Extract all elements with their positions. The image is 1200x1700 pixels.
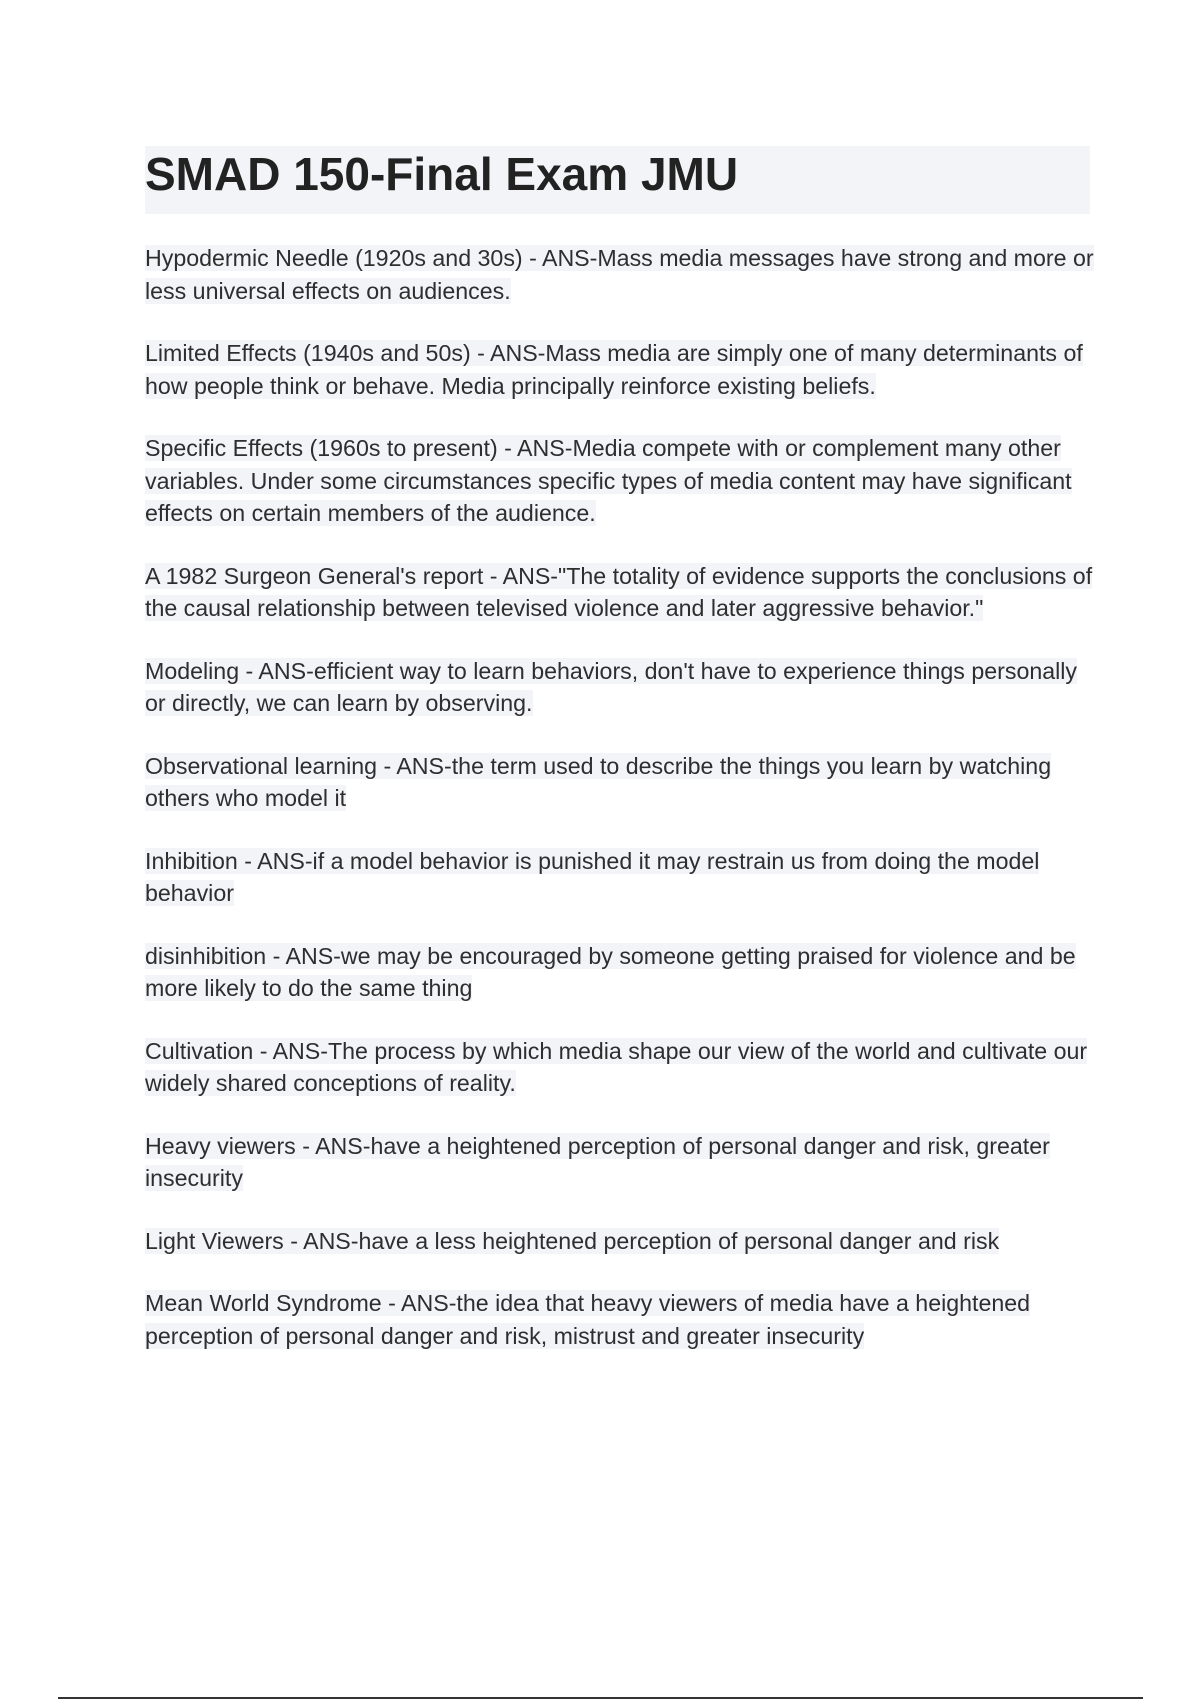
term-item [145, 1130, 1095, 1195]
term-text: Inhibition - ANS-if a model behavior is punished it may restrain us from doing the model behavior [145, 847, 1040, 906]
term-item [145, 242, 1095, 307]
footer-divider [58, 1697, 1143, 1699]
term-item [145, 655, 1095, 720]
term-item [145, 560, 1095, 625]
term-item [145, 845, 1095, 910]
term-text: Light Viewers - ANS-have a less heightened perception of personal danger and risk [145, 1227, 1000, 1254]
term-text: Mean World Syndrome - ANS-the idea that heavy viewers of media have a heightened perception of personal danger and risk, mistrust and greater insecurity [145, 1290, 1031, 1349]
term-item [145, 940, 1095, 1005]
term-text: disinhibition - ANS-we may be encouraged by someone getting praised for violence and be more likely to do the same thing [145, 942, 1076, 1001]
term-text: Cultivation - ANS-The process by which media shape our view of the world and cultivate our widely shared conceptions of reality. [145, 1037, 1088, 1096]
page-title: SMAD 150-Final Exam JMU [145, 148, 739, 200]
term-text: Observational learning - ANS-the term used to describe the things you learn by watching others who model it [145, 752, 1052, 811]
term-list [145, 242, 1095, 1382]
term-text: Hypodermic Needle (1920s and 30s) - ANS-Mass media messages have strong and more or less universal effects on audiences. [145, 245, 1094, 304]
term-item [145, 1225, 1095, 1258]
term-text: Modeling - ANS-efficient way to learn behaviors, don't have to experience things personally or directly, we can learn by observing. [145, 657, 1078, 716]
term-item [145, 337, 1095, 402]
term-text: Heavy viewers - ANS-have a heightened perception of personal danger and risk, greater insecurity [145, 1132, 1050, 1191]
term-item [145, 750, 1095, 815]
term-text: Limited Effects (1940s and 50s) - ANS-Mass media are simply one of many determinants of how people think or behave. Media principally reinforce existing beliefs. [145, 340, 1083, 399]
term-item [145, 1035, 1095, 1100]
term-text: A 1982 Surgeon General's report - ANS-"The totality of evidence supports the conclusions of the causal relationship between televised violence and later aggressive behavior." [145, 562, 1093, 621]
term-item [145, 1287, 1095, 1352]
term-text: Specific Effects (1960s to present) - ANS-Media compete with or complement many other variables. Under some circumstances specific types of media content may have significant effects on certain members of the audience. [145, 435, 1072, 526]
term-item [145, 432, 1095, 530]
